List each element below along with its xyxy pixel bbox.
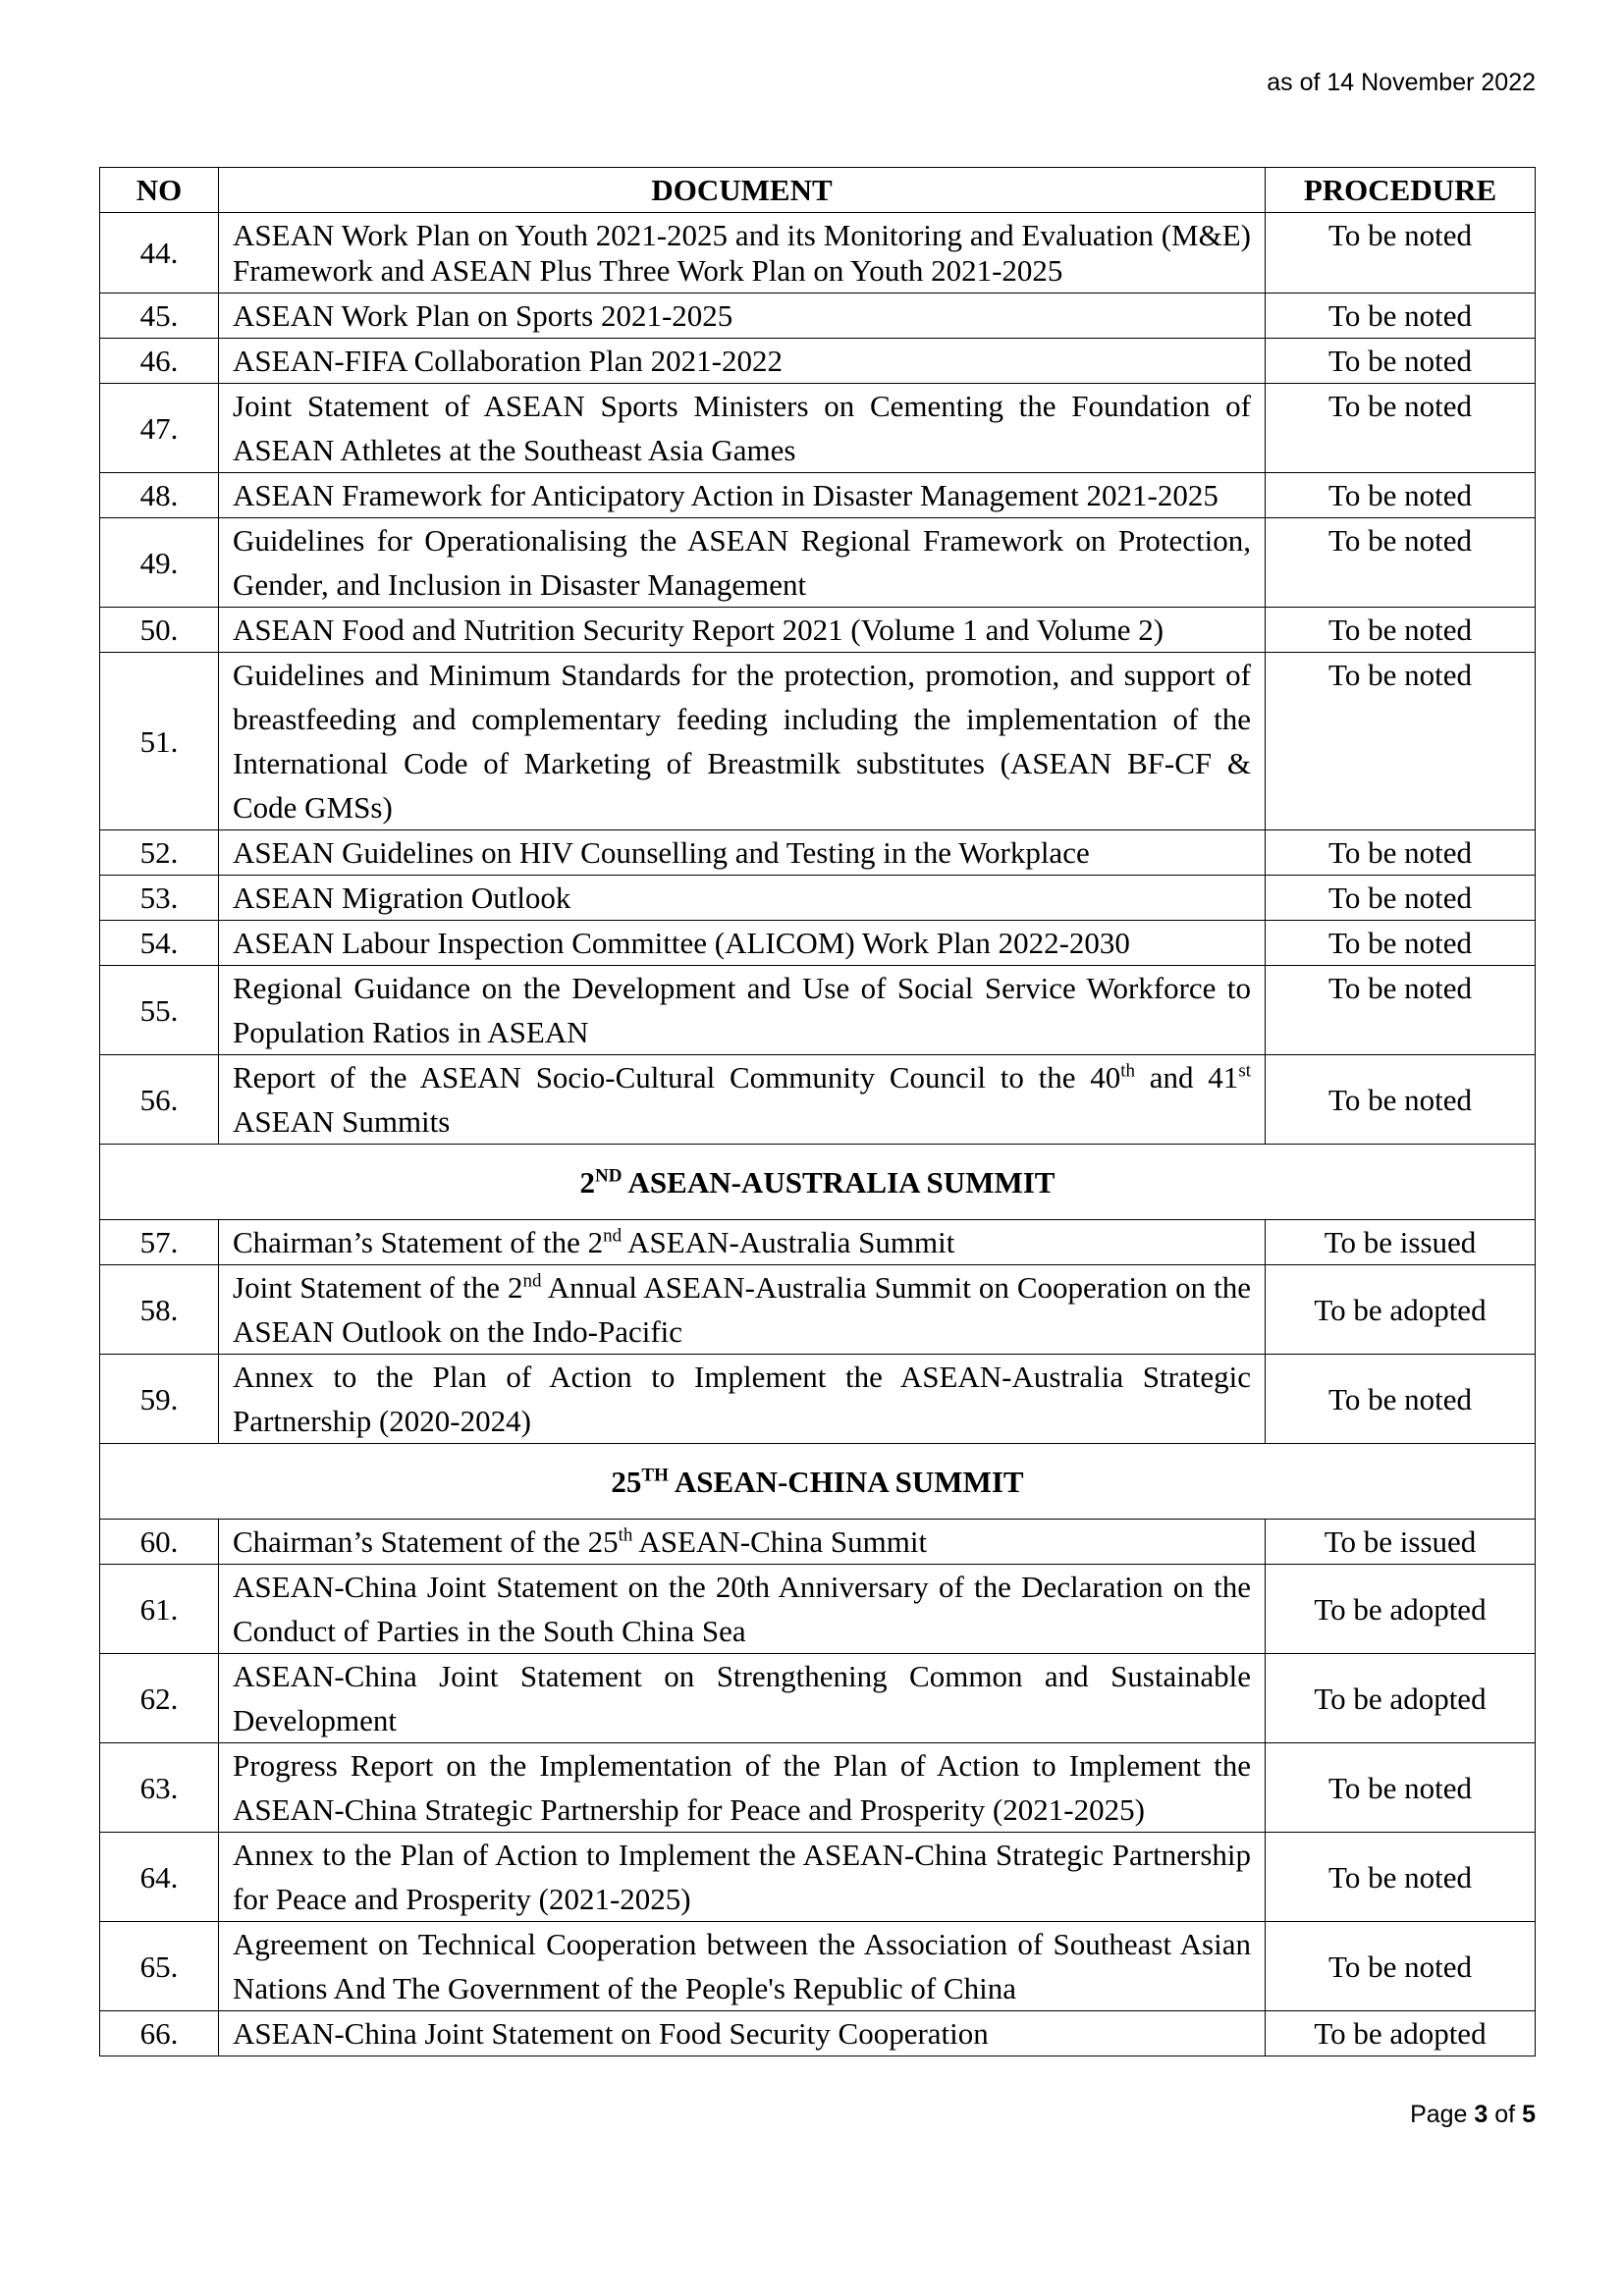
row-procedure: To be noted bbox=[1266, 1055, 1536, 1145]
row-number: 55. bbox=[100, 966, 219, 1055]
row-procedure: To be noted bbox=[1266, 213, 1536, 294]
table-row bbox=[100, 339, 1536, 384]
section-heading-australia bbox=[100, 1145, 1536, 1220]
row-number: 59. bbox=[100, 1355, 219, 1444]
row-number: 49. bbox=[100, 518, 219, 608]
row-procedure: To be issued bbox=[1266, 1220, 1536, 1265]
row-number: 66. bbox=[100, 2011, 219, 2056]
row-number: 64. bbox=[100, 1833, 219, 1922]
header-document: DOCUMENT bbox=[219, 168, 1266, 213]
table-row bbox=[100, 608, 1536, 653]
section-row bbox=[100, 1444, 1536, 1520]
row-number: 62. bbox=[100, 1654, 219, 1743]
doc-text: ASEAN Summits bbox=[233, 1104, 451, 1139]
page-of-label: of bbox=[1494, 2101, 1516, 2128]
table-header-row bbox=[100, 168, 1536, 213]
row-procedure: To be noted bbox=[1266, 921, 1536, 966]
row-number: 44. bbox=[100, 213, 219, 294]
doc-superscript: th bbox=[618, 1524, 633, 1546]
doc-text: ASEAN-Australia Summit bbox=[622, 1225, 955, 1259]
row-procedure: To be noted bbox=[1266, 1743, 1536, 1833]
row-number: 52. bbox=[100, 830, 219, 876]
table-row bbox=[100, 1833, 1536, 1922]
row-document bbox=[219, 1520, 1266, 1565]
row-procedure: To be noted bbox=[1266, 876, 1536, 921]
row-number: 63. bbox=[100, 1743, 219, 1833]
doc-superscript: th bbox=[1120, 1060, 1136, 1082]
row-procedure: To be noted bbox=[1266, 384, 1536, 473]
row-number: 57. bbox=[100, 1220, 219, 1265]
table-row bbox=[100, 473, 1536, 518]
row-number: 53. bbox=[100, 876, 219, 921]
row-number: 56. bbox=[100, 1055, 219, 1145]
table-row bbox=[100, 876, 1536, 921]
table-row bbox=[100, 294, 1536, 339]
page-indicator bbox=[1410, 2101, 1536, 2129]
total-page-number: 5 bbox=[1522, 2101, 1536, 2128]
doc-superscript: nd bbox=[603, 1225, 623, 1247]
row-number: 60. bbox=[100, 1520, 219, 1565]
row-document: Annex to the Plan of Action to Implement the ASEAN-Australia Strategic Partnership (2020-2024) bbox=[219, 1355, 1266, 1444]
doc-text: Chairman’s Statement of the 2 bbox=[233, 1225, 604, 1259]
row-procedure: To be adopted bbox=[1266, 1565, 1536, 1654]
row-procedure: To be noted bbox=[1266, 294, 1536, 339]
row-document bbox=[219, 1220, 1266, 1265]
doc-text: Joint Statement of the 2 bbox=[233, 1270, 523, 1305]
row-document: ASEAN-China Joint Statement on Food Security Cooperation bbox=[219, 2011, 1266, 2056]
row-number: 50. bbox=[100, 608, 219, 653]
row-number: 48. bbox=[100, 473, 219, 518]
section-title: ASEAN-CHINA SUMMIT bbox=[668, 1464, 1024, 1499]
row-document: ASEAN Work Plan on Youth 2021-2025 and its Monitoring and Evaluation (M&E) Framework and ASEAN Plus Three Work Plan on Youth 2021-2025 bbox=[219, 213, 1266, 294]
header-no: NO bbox=[100, 168, 219, 213]
section-superscript: ND bbox=[595, 1165, 623, 1187]
table-row bbox=[100, 1355, 1536, 1444]
row-procedure: To be noted bbox=[1266, 830, 1536, 876]
row-number: 61. bbox=[100, 1565, 219, 1654]
table-row bbox=[100, 2011, 1536, 2056]
row-document: ASEAN Food and Nutrition Security Report 2021 (Volume 1 and Volume 2) bbox=[219, 608, 1266, 653]
row-document: ASEAN Labour Inspection Committee (ALICOM) Work Plan 2022-2030 bbox=[219, 921, 1266, 966]
document-date: as of 14 November 2022 bbox=[1267, 69, 1536, 96]
row-number: 58. bbox=[100, 1265, 219, 1355]
row-document: ASEAN-China Joint Statement on Strengthening Common and Sustainable Development bbox=[219, 1654, 1266, 1743]
doc-text: Report of the ASEAN Socio-Cultural Community Council to the 40 bbox=[233, 1060, 1121, 1095]
row-number: 65. bbox=[100, 1922, 219, 2011]
row-procedure: To be adopted bbox=[1266, 2011, 1536, 2056]
table-row bbox=[100, 1520, 1536, 1565]
row-document: Joint Statement of ASEAN Sports Ministers on Cementing the Foundation of ASEAN Athletes at the Southeast Asia Games bbox=[219, 384, 1266, 473]
table-row bbox=[100, 384, 1536, 473]
doc-text: ASEAN-China Summit bbox=[632, 1524, 928, 1559]
section-superscript: TH bbox=[641, 1465, 669, 1486]
row-document: ASEAN-China Joint Statement on the 20th Anniversary of the Declaration on the Conduct of Parties in the South China Sea bbox=[219, 1565, 1266, 1654]
row-procedure: To be noted bbox=[1266, 608, 1536, 653]
table-row bbox=[100, 1220, 1536, 1265]
row-document: Annex to the Plan of Action to Implement the ASEAN-China Strategic Partnership for Peace and Prosperity (2021-2025) bbox=[219, 1833, 1266, 1922]
section-ordinal: 25 bbox=[611, 1464, 642, 1499]
table-row bbox=[100, 213, 1536, 294]
row-document: Guidelines for Operationalising the ASEAN Regional Framework on Protection, Gender, and Inclusion in Disaster Management bbox=[219, 518, 1266, 608]
row-procedure: To be noted bbox=[1266, 473, 1536, 518]
table-row bbox=[100, 1565, 1536, 1654]
row-procedure: To be adopted bbox=[1266, 1265, 1536, 1355]
section-row bbox=[100, 1145, 1536, 1220]
doc-text: and 41 bbox=[1135, 1060, 1239, 1095]
table-row bbox=[100, 1654, 1536, 1743]
row-document: ASEAN-FIFA Collaboration Plan 2021-2022 bbox=[219, 339, 1266, 384]
row-number: 54. bbox=[100, 921, 219, 966]
row-procedure: To be noted bbox=[1266, 1833, 1536, 1922]
doc-text: Chairman’s Statement of the 25 bbox=[233, 1524, 619, 1559]
row-procedure: To be noted bbox=[1266, 518, 1536, 608]
table-row bbox=[100, 653, 1536, 830]
row-procedure: To be noted bbox=[1266, 966, 1536, 1055]
header-procedure: PROCEDURE bbox=[1266, 168, 1536, 213]
table-row bbox=[100, 830, 1536, 876]
row-document: Agreement on Technical Cooperation between the Association of Southeast Asian Nations And The Government of the People's Republic of China bbox=[219, 1922, 1266, 2011]
row-document: Guidelines and Minimum Standards for the protection, promotion, and support of breastfeeding and complementary feeding including the implementation of the International Code of Marketing of Breastmilk substitutes (ASEAN BF-CF & Code GMSs) bbox=[219, 653, 1266, 830]
row-procedure: To be issued bbox=[1266, 1520, 1536, 1565]
row-document: ASEAN Work Plan on Sports 2021-2025 bbox=[219, 294, 1266, 339]
table-row bbox=[100, 1922, 1536, 2011]
row-procedure: To be noted bbox=[1266, 1355, 1536, 1444]
row-document: ASEAN Guidelines on HIV Counselling and Testing in the Workplace bbox=[219, 830, 1266, 876]
doc-superscript: nd bbox=[522, 1270, 542, 1292]
row-procedure: To be noted bbox=[1266, 653, 1536, 830]
row-number: 47. bbox=[100, 384, 219, 473]
row-procedure: To be adopted bbox=[1266, 1654, 1536, 1743]
table-row bbox=[100, 1265, 1536, 1355]
page-label: Page bbox=[1410, 2101, 1468, 2128]
table-row bbox=[100, 518, 1536, 608]
row-document: ASEAN Framework for Anticipatory Action in Disaster Management 2021-2025 bbox=[219, 473, 1266, 518]
row-document: ASEAN Migration Outlook bbox=[219, 876, 1266, 921]
row-number: 51. bbox=[100, 653, 219, 830]
document-table bbox=[99, 167, 1536, 2056]
table-row bbox=[100, 921, 1536, 966]
table-row bbox=[100, 966, 1536, 1055]
section-ordinal: 2 bbox=[579, 1164, 596, 1200]
row-number: 46. bbox=[100, 339, 219, 384]
section-title: ASEAN-AUSTRALIA SUMMIT bbox=[622, 1164, 1056, 1200]
row-document bbox=[219, 1055, 1266, 1145]
table-row bbox=[100, 1055, 1536, 1145]
row-number: 45. bbox=[100, 294, 219, 339]
row-procedure: To be noted bbox=[1266, 339, 1536, 384]
doc-text: Annual ASEAN-Australia Summit on Cooperation on the ASEAN Outlook on the Indo-Pacific bbox=[233, 1270, 1251, 1349]
row-document: Regional Guidance on the Development and Use of Social Service Workforce to Population Ratios in ASEAN bbox=[219, 966, 1266, 1055]
doc-superscript: st bbox=[1238, 1060, 1251, 1082]
row-document: Progress Report on the Implementation of the Plan of Action to Implement the ASEAN-China Strategic Partnership for Peace and Prosperity (2021-2025) bbox=[219, 1743, 1266, 1833]
current-page-number: 3 bbox=[1474, 2101, 1489, 2128]
row-procedure: To be noted bbox=[1266, 1922, 1536, 2011]
row-document bbox=[219, 1265, 1266, 1355]
table-row bbox=[100, 1743, 1536, 1833]
section-heading-china bbox=[100, 1444, 1536, 1520]
